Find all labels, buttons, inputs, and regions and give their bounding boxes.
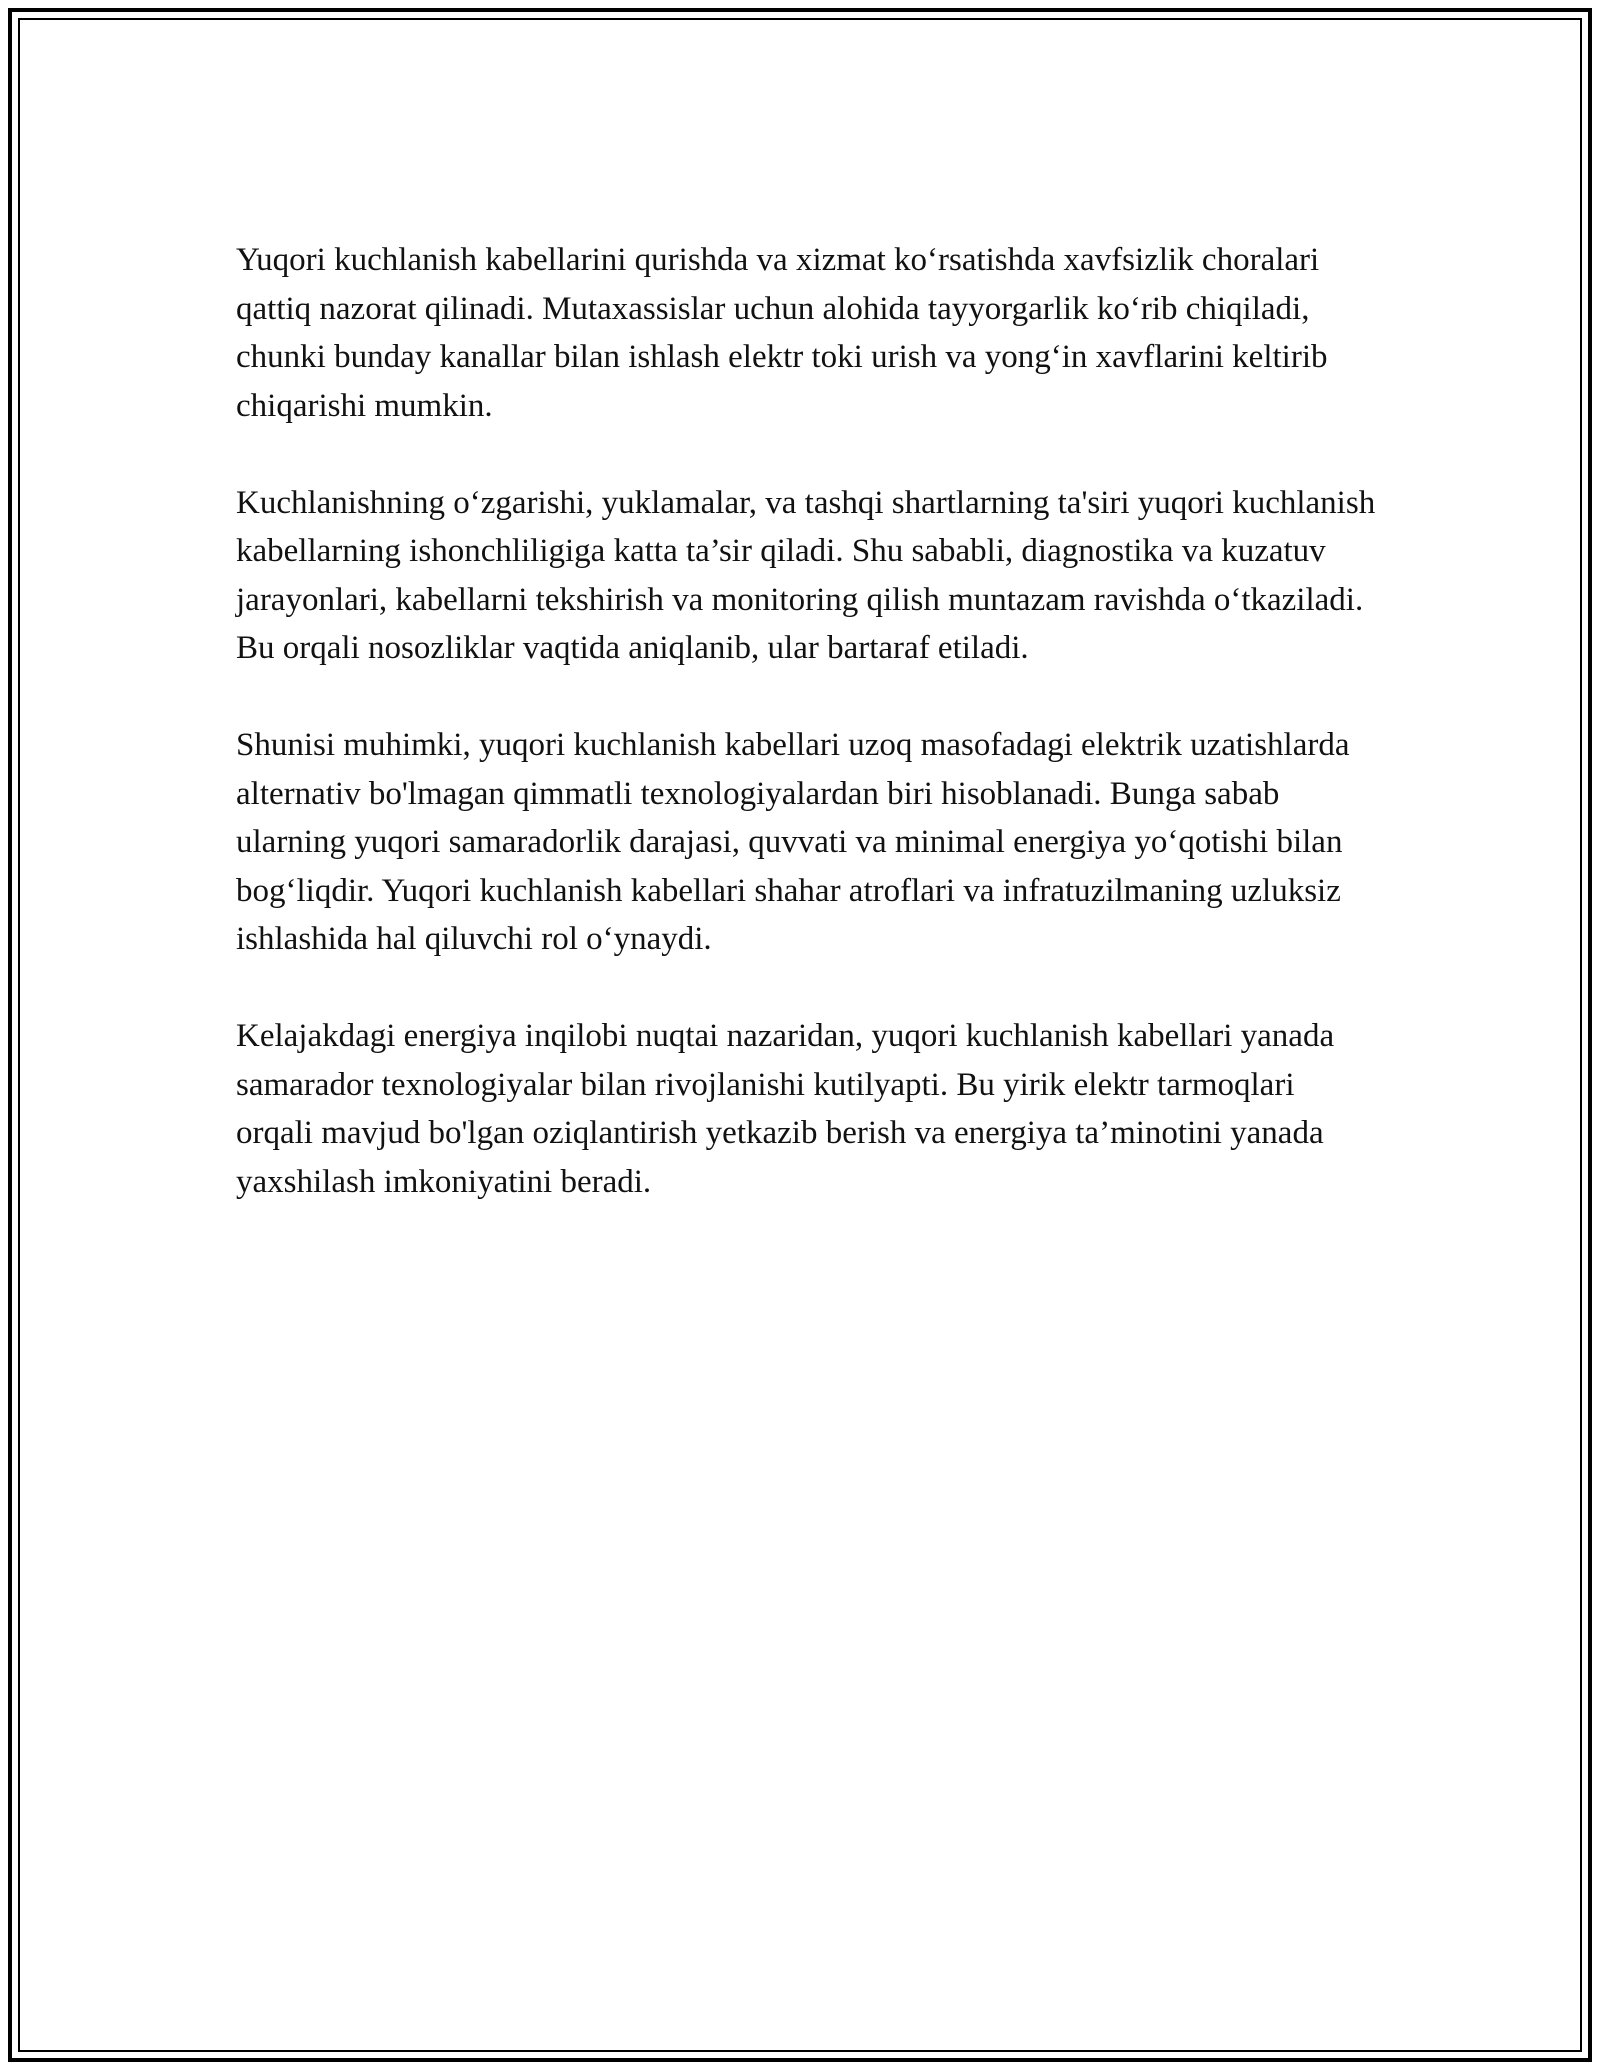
paragraph-2: Kuchlanishning oʻzgarishi, yuklamalar, va tashqi shartlarning ta'siri yuqori kuchlanish kabellarning ishonchliligiga katta ta’sir qiladi. Shu sababli, diagnostika va kuzatuv jarayonlari, kabellarni tekshirish va monitoring qilish muntazam ravishda oʻtkaziladi. Bu orqali nosozliklar vaqtida aniqlanib, ular bartaraf etiladi. [236, 484, 1376, 666]
paragraph-3: Shunisi muhimki, yuqori kuchlanish kabellari uzoq masofadagi elektrik uzatishlarda alternativ bo'lmagan qimmatli texnologiyalardan biri hisoblanadi. Bunga sabab ularning yuqori samaradorlik darajasi, quvvati va minimal energiya yoʻqotishi bilan bogʻliqdir. Yuqori kuchlanish kabellari shahar atroflari va infratuzilmaning uzluksiz ishlashida hal qiluvchi rol oʻynaydi. [236, 727, 1350, 957]
paragraph-1: Yuqori kuchlanish kabellarini qurishda va xizmat koʻrsatishda xavfsizlik choralari qattiq nazorat qilinadi. Mutaxassislar uchun alohida tayyorgarlik koʻrib chiqiladi, chunki bunday kanallar bilan ishlash elektr toki urish va yongʻin xavflarini keltirib chiqarishi mumkin. [236, 242, 1328, 424]
paragraph-4: Kelajakdagi energiya inqilobi nuqtai nazaridan, yuqori kuchlanish kabellari yanada samarador texnologiyalar bilan rivojlanishi kutilyapti. Bu yirik elektr tarmoqlari orqali mavjud bo'lgan oziqlantirish yetkazib berish va energiya ta’minotini yanada yaxshilash imkoniyatini beradi. [236, 1018, 1335, 1200]
document-body [236, 236, 1376, 1255]
